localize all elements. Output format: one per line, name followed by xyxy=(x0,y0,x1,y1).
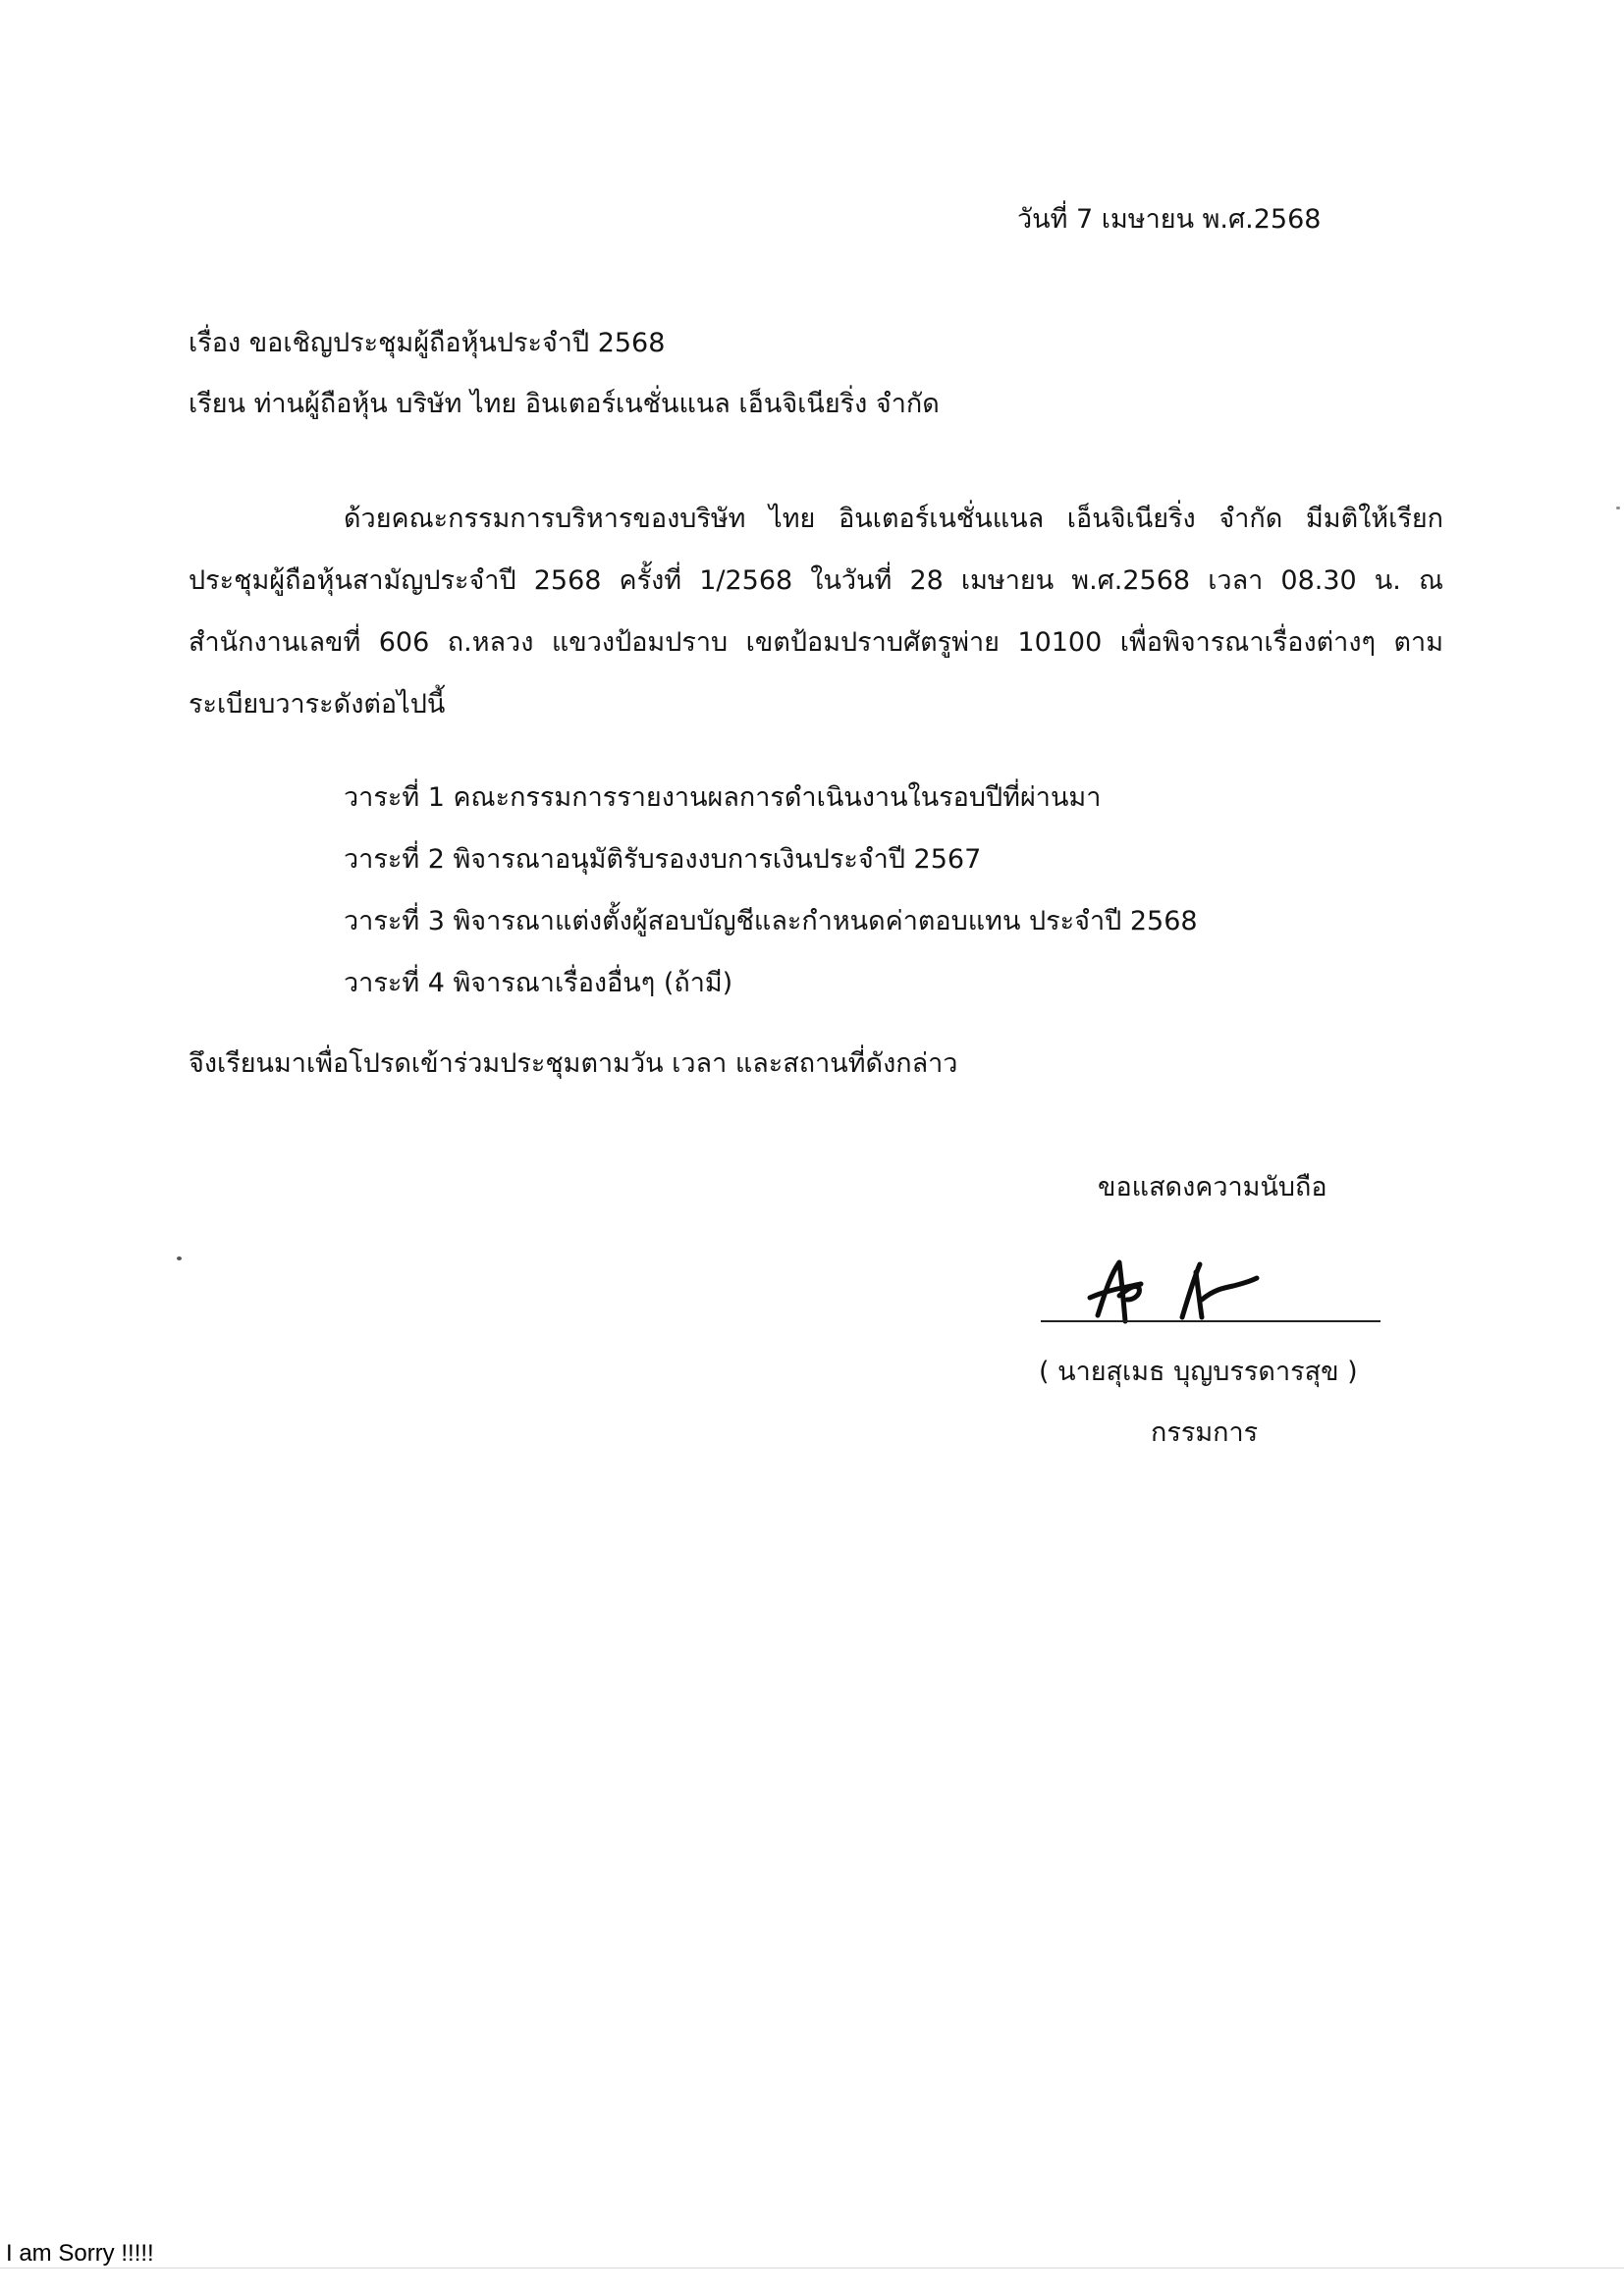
letter-regards: ขอแสดงความนับถือ xyxy=(1098,1172,1327,1202)
letter-body-paragraph: ด้วยคณะกรรมการบริหารของบริษัท ไทย อินเตอร์เนชั่นแนล เอ็นจิเนียริ่ง จำกัด มีมติให้เรียกประชุมผู้ถือหุ้นสามัญประจำปี 2568 ครั้งที่ 1/2568 ในวันที่ 28 เมษายน พ.ศ.2568 เวลา 08.30 น. ณ สำนักงานเลขที่ 606 ถ.หลวง แขวงป้อมปราบ เขตป้อมปราบศัตรูพ่าย 10100 เพื่อพิจารณาเรื่องต่างๆ ตามระเบียบวาระดังต่อไปนี้ xyxy=(189,504,1443,720)
letter-closing: จึงเรียนมาเพื่อโปรดเข้าร่วมประชุมตามวัน เวลา และสถานที่ดังกล่าว xyxy=(189,1048,958,1079)
signer-name: ( นายสุเมธ บุญบรรดารสุข ) xyxy=(1039,1357,1358,1387)
footer-bar xyxy=(0,2268,1624,2296)
letter-date: วันที่ 7 เมษายน พ.ศ.2568 xyxy=(1017,204,1322,235)
scan-speck xyxy=(1616,507,1620,509)
agenda-item-4: วาระที่ 4 พิจารณาเรื่องอื่นๆ (ถ้ามี) xyxy=(344,968,733,998)
signer-title: กรรมการ xyxy=(1151,1417,1259,1448)
scan-speck xyxy=(177,1256,182,1260)
footer-caption: I am Sorry !!!!! xyxy=(6,2240,154,2267)
signature-line xyxy=(1041,1320,1380,1322)
agenda-item-1: วาระที่ 1 คณะกรรมการรายงานผลการดำเนินงานในรอบปีที่ผ่านมา xyxy=(344,782,1102,813)
agenda-item-3: วาระที่ 3 พิจารณาแต่งตั้งผู้สอบบัญชีและกำหนดค่าตอบแทน ประจำปี 2568 xyxy=(344,906,1198,936)
letter-subject: เรื่อง ขอเชิญประชุมผู้ถือหุ้นประจำปี 2568 xyxy=(189,328,666,358)
agenda-list xyxy=(344,767,1198,1014)
letter-salutation: เรียน ท่านผู้ถือหุ้น บริษัท ไทย อินเตอร์เนชั่นแนล เอ็นจิเนียริ่ง จำกัด xyxy=(189,389,940,419)
handwritten-signature xyxy=(1080,1239,1276,1337)
agenda-item-2: วาระที่ 2 พิจารณาอนุมัติรับรองงบการเงินประจำปี 2567 xyxy=(344,844,982,875)
